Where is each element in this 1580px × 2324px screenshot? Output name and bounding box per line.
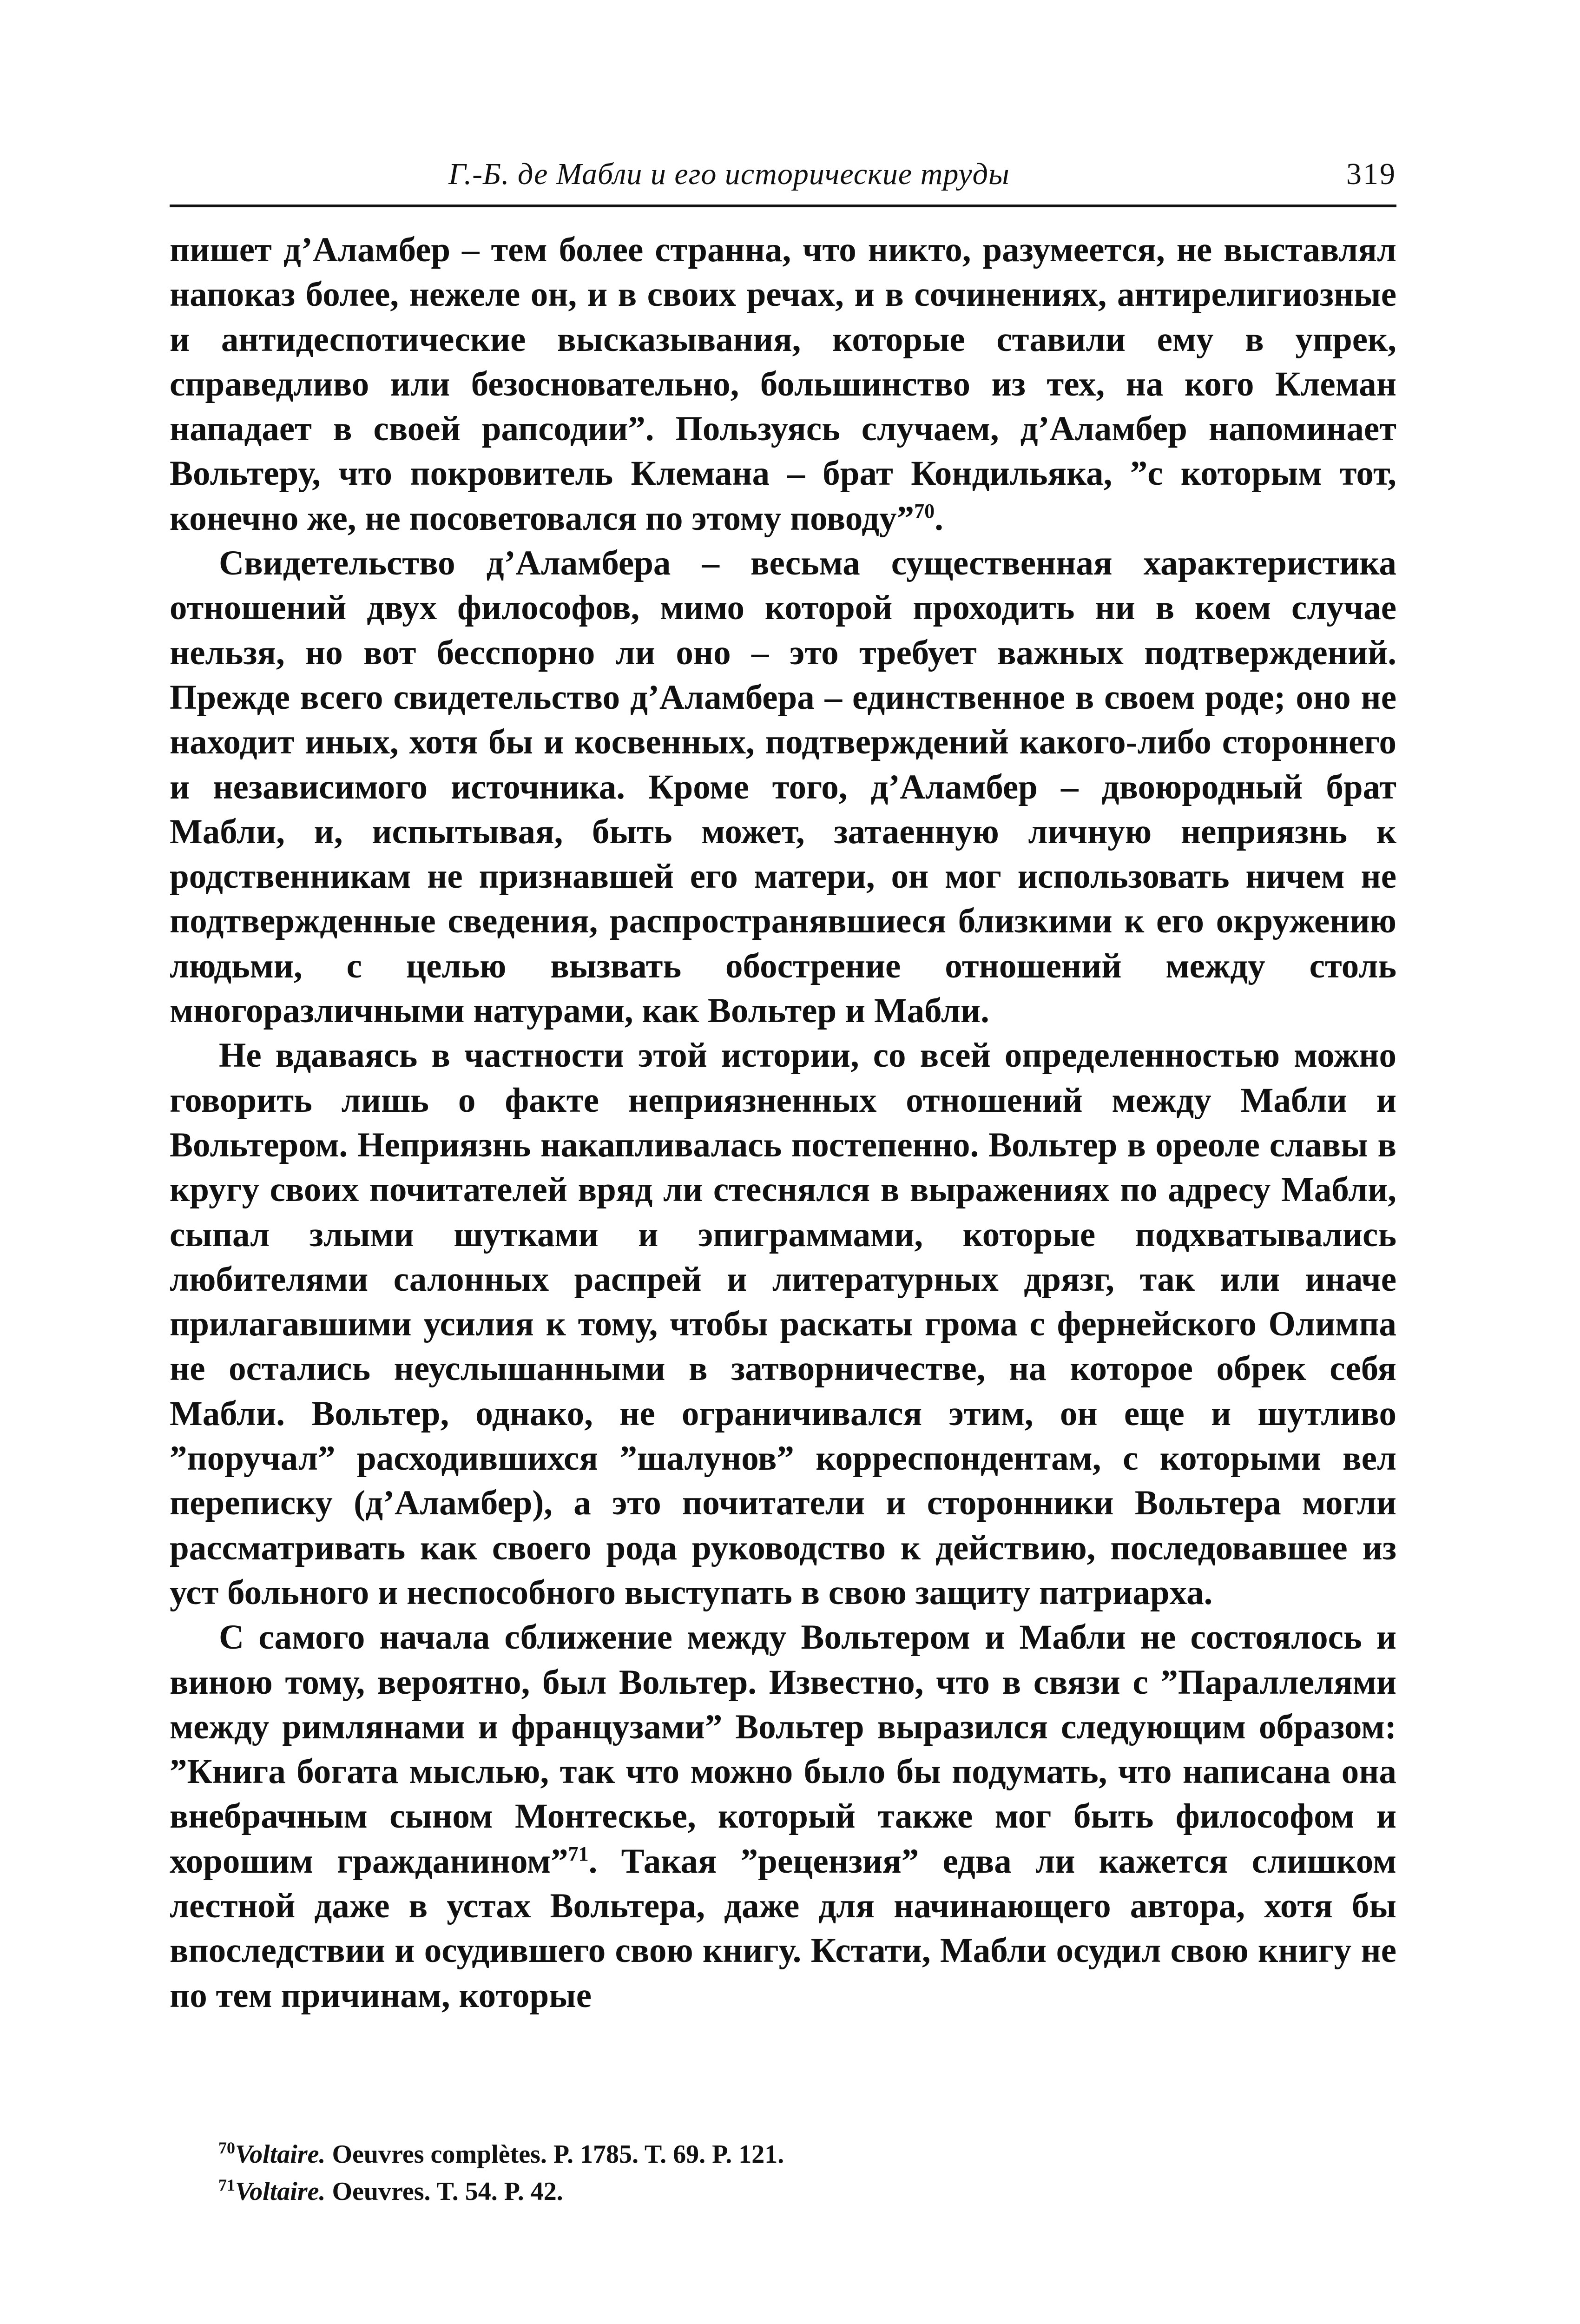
paragraph-2: Свидетельство д’Аламбера – весьма существенная характеристика отношений двух философов, мимо которой проходить ни в коем случае нельзя, но вот бесспорно ли оно – это требует важных подтверждений. Прежде всего свидетельство д’Аламбера – единственное в своем роде; оно не находит иных, хотя бы и косвенных, подтверждений какого-либо стороннего и независимого источника. Кроме того, д’Аламбер – двоюродный брат Мабли, и, испытывая, быть может, затаенную личную неприязнь к родственникам не признавшей его матери, он мог использовать ничем не подтвержденные сведения, распространявшиеся близкими к его окружению людьми, с целью вызвать обострение отношений между столь многоразличными натурами, как Вольтер и Мабли. <box>170 544 1396 1030</box>
footnote-number: 71 <box>218 2176 235 2194</box>
paragraph-4-end: . Такая ”рецензия” едва ли кажется слишком лестной даже в устах Вольтера, даже для начинающего автора, хотя бы впоследствии и осудившего свою книгу. Кстати, Мабли осудил свою книгу не по тем причинам, которые <box>170 1842 1396 2015</box>
paragraph-1-end: . <box>935 499 943 538</box>
footnote-author: Voltaire. <box>235 2177 326 2206</box>
paragraph-1-text: пишет д’Аламбер – тем более странна, что никто, разумеется, не выставлял напоказ более, нежеле он, и в своих речах, и в сочинениях, антирелигиозные и антидеспотические высказывания, которые ставили ему в упрек, справедливо или безосновательно, большинство из тех, на кого Клеман нападает в своей рапсодии”. Пользуясь случаем, д’Аламбер напоминает Вольтеру, что покровитель Клемана – брат Кондильяка, ”с которым тот, конечно же, не посоветовался по этому поводу” <box>170 231 1396 538</box>
page-number: 319 <box>1346 157 1396 191</box>
footnote-author: Voltaire. <box>235 2140 326 2169</box>
paragraph-1 <box>170 228 1396 541</box>
footnote-71 <box>218 2173 1334 2210</box>
paragraph-4-text: С самого начала сближение между Вольтером и Мабли не состоялось и виною тому, вероятно, был Вольтер. Известно, что в связи с ”Параллелями между римлянами и французами” Вольтер выразился следующим образом: ”Книга богата мыслью, так что можно было бы подумать, что написана она внебрачным сыном Монтескье, который также мог быть философом и хорошим гражданином” <box>170 1618 1396 1881</box>
footnote-ref-71: 71 <box>568 1842 589 1865</box>
footnote-text: Oeuvres. T. 54. P. 42. <box>325 2177 563 2206</box>
footnotes <box>218 2136 1334 2210</box>
footnote-text: Oeuvres complètes. P. 1785. T. 69. P. 121. <box>325 2140 784 2169</box>
footnote-ref-70: 70 <box>914 499 935 522</box>
paragraph-4 <box>170 1615 1396 2018</box>
running-title: Г.-Б. де Мабли и его исторические труды <box>448 157 1010 191</box>
running-header <box>170 153 1396 207</box>
paragraph-3: Не вдаваясь в частности этой истории, со всей определенностью можно говорить лишь о факте неприязненных отношений между Мабли и Вольтером. Неприязнь накапливалась постепенно. Вольтер в ореоле славы в кругу своих почитателей вряд ли стеснялся в выражениях по адресу Мабли, сыпал злыми шутками и эпиграммами, которые подхватывались любителями салонных распрей и литературных дрязг, так или иначе прилагавшими усилия к тому, чтобы раскаты грома с фернейского Олимпа не остались неуслышанными в затворничестве, на которое обрек себя Мабли. Вольтер, однако, не ограничивался этим, он еще и шутливо ”поручал” расходившихся ”шалунов” корреспондентам, с которыми вел переписку (д’Аламбер), а это почитатели и сторонники Вольтера могли рассматривать как своего рода руководство к действию, последовавшее из уст больного и неспособного выступать в свою защиту патриарха. <box>170 1036 1396 1612</box>
footnote-number: 70 <box>218 2139 235 2157</box>
footnote-70 <box>218 2136 1334 2173</box>
main-text <box>170 228 1396 2018</box>
